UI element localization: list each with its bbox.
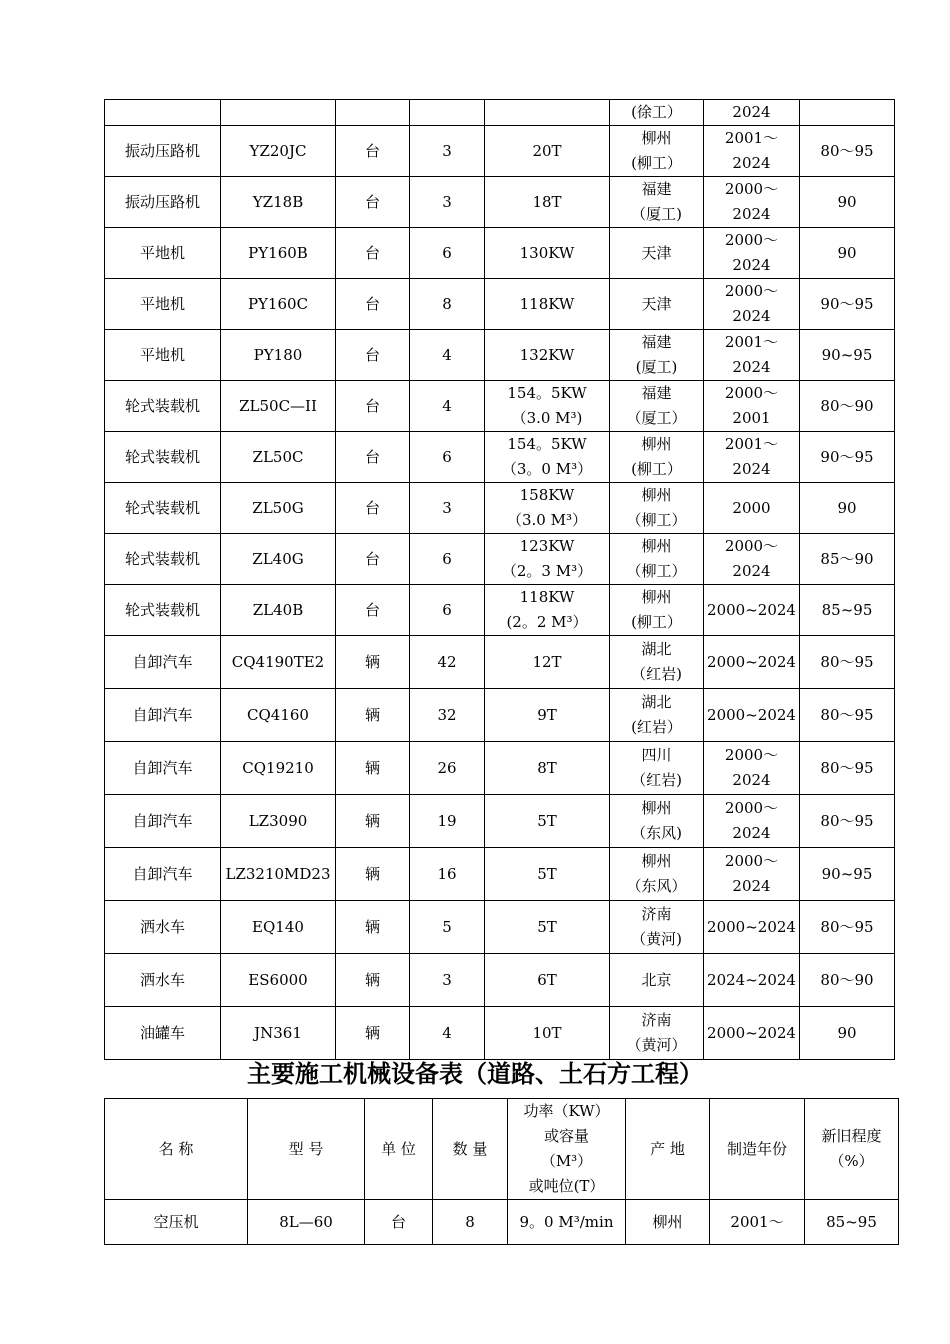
table-cell: 平地机 — [105, 228, 221, 279]
table-cell: 柳州 （柳工） — [610, 534, 704, 585]
table-cell: 80～90 — [800, 381, 895, 432]
table-cell: ZL50C—II — [221, 381, 336, 432]
table-cell: 济南 （黄河） — [610, 1007, 704, 1060]
table-cell: CQ4190TE2 — [221, 636, 336, 689]
table-cell: 自卸汽车 — [105, 848, 221, 901]
table-cell: 12T — [485, 636, 610, 689]
table-row — [105, 228, 895, 279]
table-cell: 20T — [485, 126, 610, 177]
table-cell: 2000～ 2024 — [704, 848, 800, 901]
table-cell: 空压机 — [105, 1200, 248, 1245]
table-cell: 油罐车 — [105, 1007, 221, 1060]
table-cell: 3 — [410, 483, 485, 534]
table-cell: EQ140 — [221, 901, 336, 954]
table-row — [105, 848, 895, 901]
table-cell: 5 — [410, 901, 485, 954]
table-cell: 柳州 (柳工） — [610, 432, 704, 483]
table-cell: 32 — [410, 689, 485, 742]
table-cell: 8L—60 — [248, 1200, 365, 1245]
table-cell: 台 — [336, 534, 410, 585]
column-header: 产 地 — [626, 1099, 710, 1200]
table-cell: 辆 — [336, 742, 410, 795]
table-cell: 19 — [410, 795, 485, 848]
table-cell: 4 — [410, 330, 485, 381]
table-cell: 2000～ 2024 — [704, 228, 800, 279]
table-cell: 轮式装载机 — [105, 483, 221, 534]
table-cell: 湖北 （红岩) — [610, 636, 704, 689]
table-row — [105, 177, 895, 228]
table-row — [105, 585, 895, 636]
table-cell: 6 — [410, 228, 485, 279]
table-cell: 湖北 (红岩） — [610, 689, 704, 742]
table-cell: 2000～ 2024 — [704, 795, 800, 848]
table-cell: 18T — [485, 177, 610, 228]
table-cell: 辆 — [336, 636, 410, 689]
table-cell: 2000～ 2024 — [704, 177, 800, 228]
table-cell: 北京 — [610, 954, 704, 1007]
table-cell: 辆 — [336, 689, 410, 742]
table-cell: 2024~2024 — [704, 954, 800, 1007]
table-cell: 4 — [410, 381, 485, 432]
table-cell: 台 — [336, 483, 410, 534]
table-cell: 8 — [433, 1200, 508, 1245]
table-cell: 90～95 — [800, 432, 895, 483]
table-cell: 2001～ — [710, 1200, 805, 1245]
table-cell: 济南 （黄河) — [610, 901, 704, 954]
table-row — [105, 742, 895, 795]
table-cell: LZ3090 — [221, 795, 336, 848]
table-cell: 台 — [336, 381, 410, 432]
table-cell: 80～95 — [800, 126, 895, 177]
table-cell: PY180 — [221, 330, 336, 381]
table-cell: 80～95 — [800, 689, 895, 742]
table-cell: 42 — [410, 636, 485, 689]
table-cell: 90~95 — [800, 848, 895, 901]
table-cell: 振动压路机 — [105, 126, 221, 177]
table-cell: 3 — [410, 177, 485, 228]
table-cell: 80～90 — [800, 954, 895, 1007]
table-cell: 118KW — [485, 279, 610, 330]
table-cell: PY160C — [221, 279, 336, 330]
column-header: 新旧程度 （%） — [805, 1099, 899, 1200]
table-row — [105, 1007, 895, 1060]
table-cell: 台 — [336, 228, 410, 279]
table-cell: 2000~2024 — [704, 1007, 800, 1060]
table-cell: 80～95 — [800, 742, 895, 795]
table-cell: LZ3210MD23 — [221, 848, 336, 901]
table-cell — [105, 100, 221, 126]
table-cell: 158KW （3.0 M³） — [485, 483, 610, 534]
column-header: 单 位 — [365, 1099, 433, 1200]
table-cell — [800, 100, 895, 126]
table-row — [105, 534, 895, 585]
table-cell: 自卸汽车 — [105, 689, 221, 742]
table-cell: 130KW — [485, 228, 610, 279]
table-header-row — [105, 1099, 899, 1200]
table-cell: 118KW (2。2 M³） — [485, 585, 610, 636]
table-row — [105, 954, 895, 1007]
table-cell: 福建 （厦工) — [610, 177, 704, 228]
table-cell: 80～95 — [800, 636, 895, 689]
table-cell: CQ19210 — [221, 742, 336, 795]
table-cell: 90 — [800, 483, 895, 534]
table-cell: 四川 （红岩) — [610, 742, 704, 795]
table-cell: (徐工） — [610, 100, 704, 126]
table-cell: 6 — [410, 585, 485, 636]
table-cell: 154。5KW （3。0 M³） — [485, 432, 610, 483]
table-cell: 6 — [410, 432, 485, 483]
table-cell: 台 — [336, 432, 410, 483]
table-cell: 3 — [410, 954, 485, 1007]
table-row — [105, 330, 895, 381]
section-title: 主要施工机械设备表（道路、土石方工程） — [247, 1060, 703, 1088]
table-cell: 自卸汽车 — [105, 795, 221, 848]
table-cell: 台 — [336, 279, 410, 330]
table-cell: 洒水车 — [105, 901, 221, 954]
table-row-partial — [105, 100, 895, 126]
table-cell: 2001～ 2024 — [704, 126, 800, 177]
table-cell: 90 — [800, 228, 895, 279]
table-cell: 90 — [800, 1007, 895, 1060]
table-cell: 80～95 — [800, 901, 895, 954]
table-cell: 2000～ 2024 — [704, 279, 800, 330]
table-cell: 85～90 — [800, 534, 895, 585]
table-cell: ZL40G — [221, 534, 336, 585]
table-cell: 自卸汽车 — [105, 742, 221, 795]
table-cell: 6T — [485, 954, 610, 1007]
table-cell: 123KW （2。3 M³） — [485, 534, 610, 585]
table-cell: 5T — [485, 795, 610, 848]
table-cell: 福建 (厦工) — [610, 330, 704, 381]
table-cell: 轮式装载机 — [105, 432, 221, 483]
table-cell: 轮式装载机 — [105, 534, 221, 585]
table-cell: ZL50C — [221, 432, 336, 483]
table-cell: 80～95 — [800, 795, 895, 848]
table-cell: 154。5KW （3.0 M³) — [485, 381, 610, 432]
table-cell: YZ20JC — [221, 126, 336, 177]
table-cell: 台 — [336, 177, 410, 228]
table-cell: 2000～ 2001 — [704, 381, 800, 432]
table-cell: 9。0 M³/min — [508, 1200, 626, 1245]
table-cell — [336, 100, 410, 126]
table-cell: 90~95 — [800, 330, 895, 381]
table-row — [105, 901, 895, 954]
table-cell: 振动压路机 — [105, 177, 221, 228]
equipment-table-continued — [104, 99, 895, 1060]
table-cell: 8 — [410, 279, 485, 330]
table-cell: 2000~2024 — [704, 689, 800, 742]
table-cell: JN361 — [221, 1007, 336, 1060]
table-row — [105, 1200, 899, 1245]
table-cell: 福建 （厦工） — [610, 381, 704, 432]
table-row — [105, 689, 895, 742]
table-cell: 85~95 — [805, 1200, 899, 1245]
table-cell: 132KW — [485, 330, 610, 381]
table-cell: 平地机 — [105, 330, 221, 381]
table-cell: 台 — [336, 126, 410, 177]
table-cell: ZL50G — [221, 483, 336, 534]
table-cell: 90～95 — [800, 279, 895, 330]
table-cell: 2000~2024 — [704, 901, 800, 954]
table-cell: 2001～ 2024 — [704, 330, 800, 381]
table-cell — [221, 100, 336, 126]
table-row — [105, 636, 895, 689]
table-row — [105, 432, 895, 483]
table-cell: 台 — [336, 330, 410, 381]
table-row — [105, 381, 895, 432]
table-cell: YZ18B — [221, 177, 336, 228]
table-cell: 柳州 — [626, 1200, 710, 1245]
table-cell: 2000~2024 — [704, 636, 800, 689]
table-cell: 6 — [410, 534, 485, 585]
table-cell: 2000 — [704, 483, 800, 534]
table-cell: 2024 — [704, 100, 800, 126]
table-cell: 辆 — [336, 901, 410, 954]
table-cell: 26 — [410, 742, 485, 795]
table-cell: 柳州 （东风) — [610, 795, 704, 848]
table-cell: ZL40B — [221, 585, 336, 636]
column-header: 功率（KW） 或容量 （M³） 或吨位(T） — [508, 1099, 626, 1200]
table-cell: 2000～ 2024 — [704, 534, 800, 585]
table-row — [105, 795, 895, 848]
table-cell: 柳州 (柳工） — [610, 585, 704, 636]
table-cell: 台 — [365, 1200, 433, 1245]
table-cell: 2000~2024 — [704, 585, 800, 636]
column-header: 名 称 — [105, 1099, 248, 1200]
table-cell: 10T — [485, 1007, 610, 1060]
table-cell: 天津 — [610, 228, 704, 279]
equipment-table — [104, 1098, 899, 1245]
table-row — [105, 126, 895, 177]
table-cell — [485, 100, 610, 126]
table-cell: 5T — [485, 848, 610, 901]
table-cell: 天津 — [610, 279, 704, 330]
table-cell: ES6000 — [221, 954, 336, 1007]
table-cell: 辆 — [336, 795, 410, 848]
table-cell: 柳州 （柳工） — [610, 483, 704, 534]
table-cell: CQ4160 — [221, 689, 336, 742]
table-cell: 轮式装载机 — [105, 381, 221, 432]
table-cell: 16 — [410, 848, 485, 901]
table-cell: 辆 — [336, 954, 410, 1007]
table-cell: 85~95 — [800, 585, 895, 636]
table-cell: 8T — [485, 742, 610, 795]
table-cell: 柳州 (柳工） — [610, 126, 704, 177]
column-header: 型 号 — [248, 1099, 365, 1200]
table-row — [105, 483, 895, 534]
table-cell: 台 — [336, 585, 410, 636]
table-cell: 90 — [800, 177, 895, 228]
table-cell: PY160B — [221, 228, 336, 279]
table-cell: 2001～ 2024 — [704, 432, 800, 483]
table-cell: 5T — [485, 901, 610, 954]
table-row — [105, 279, 895, 330]
table-cell: 柳州 （东风） — [610, 848, 704, 901]
table-cell: 2000～ 2024 — [704, 742, 800, 795]
table-cell: 轮式装载机 — [105, 585, 221, 636]
column-header: 制造年份 — [710, 1099, 805, 1200]
table-cell: 辆 — [336, 848, 410, 901]
table-cell: 洒水车 — [105, 954, 221, 1007]
table-cell: 4 — [410, 1007, 485, 1060]
table-cell: 3 — [410, 126, 485, 177]
column-header: 数 量 — [433, 1099, 508, 1200]
table-cell — [410, 100, 485, 126]
table-cell: 辆 — [336, 1007, 410, 1060]
table-cell: 9T — [485, 689, 610, 742]
table-cell: 自卸汽车 — [105, 636, 221, 689]
table-cell: 平地机 — [105, 279, 221, 330]
